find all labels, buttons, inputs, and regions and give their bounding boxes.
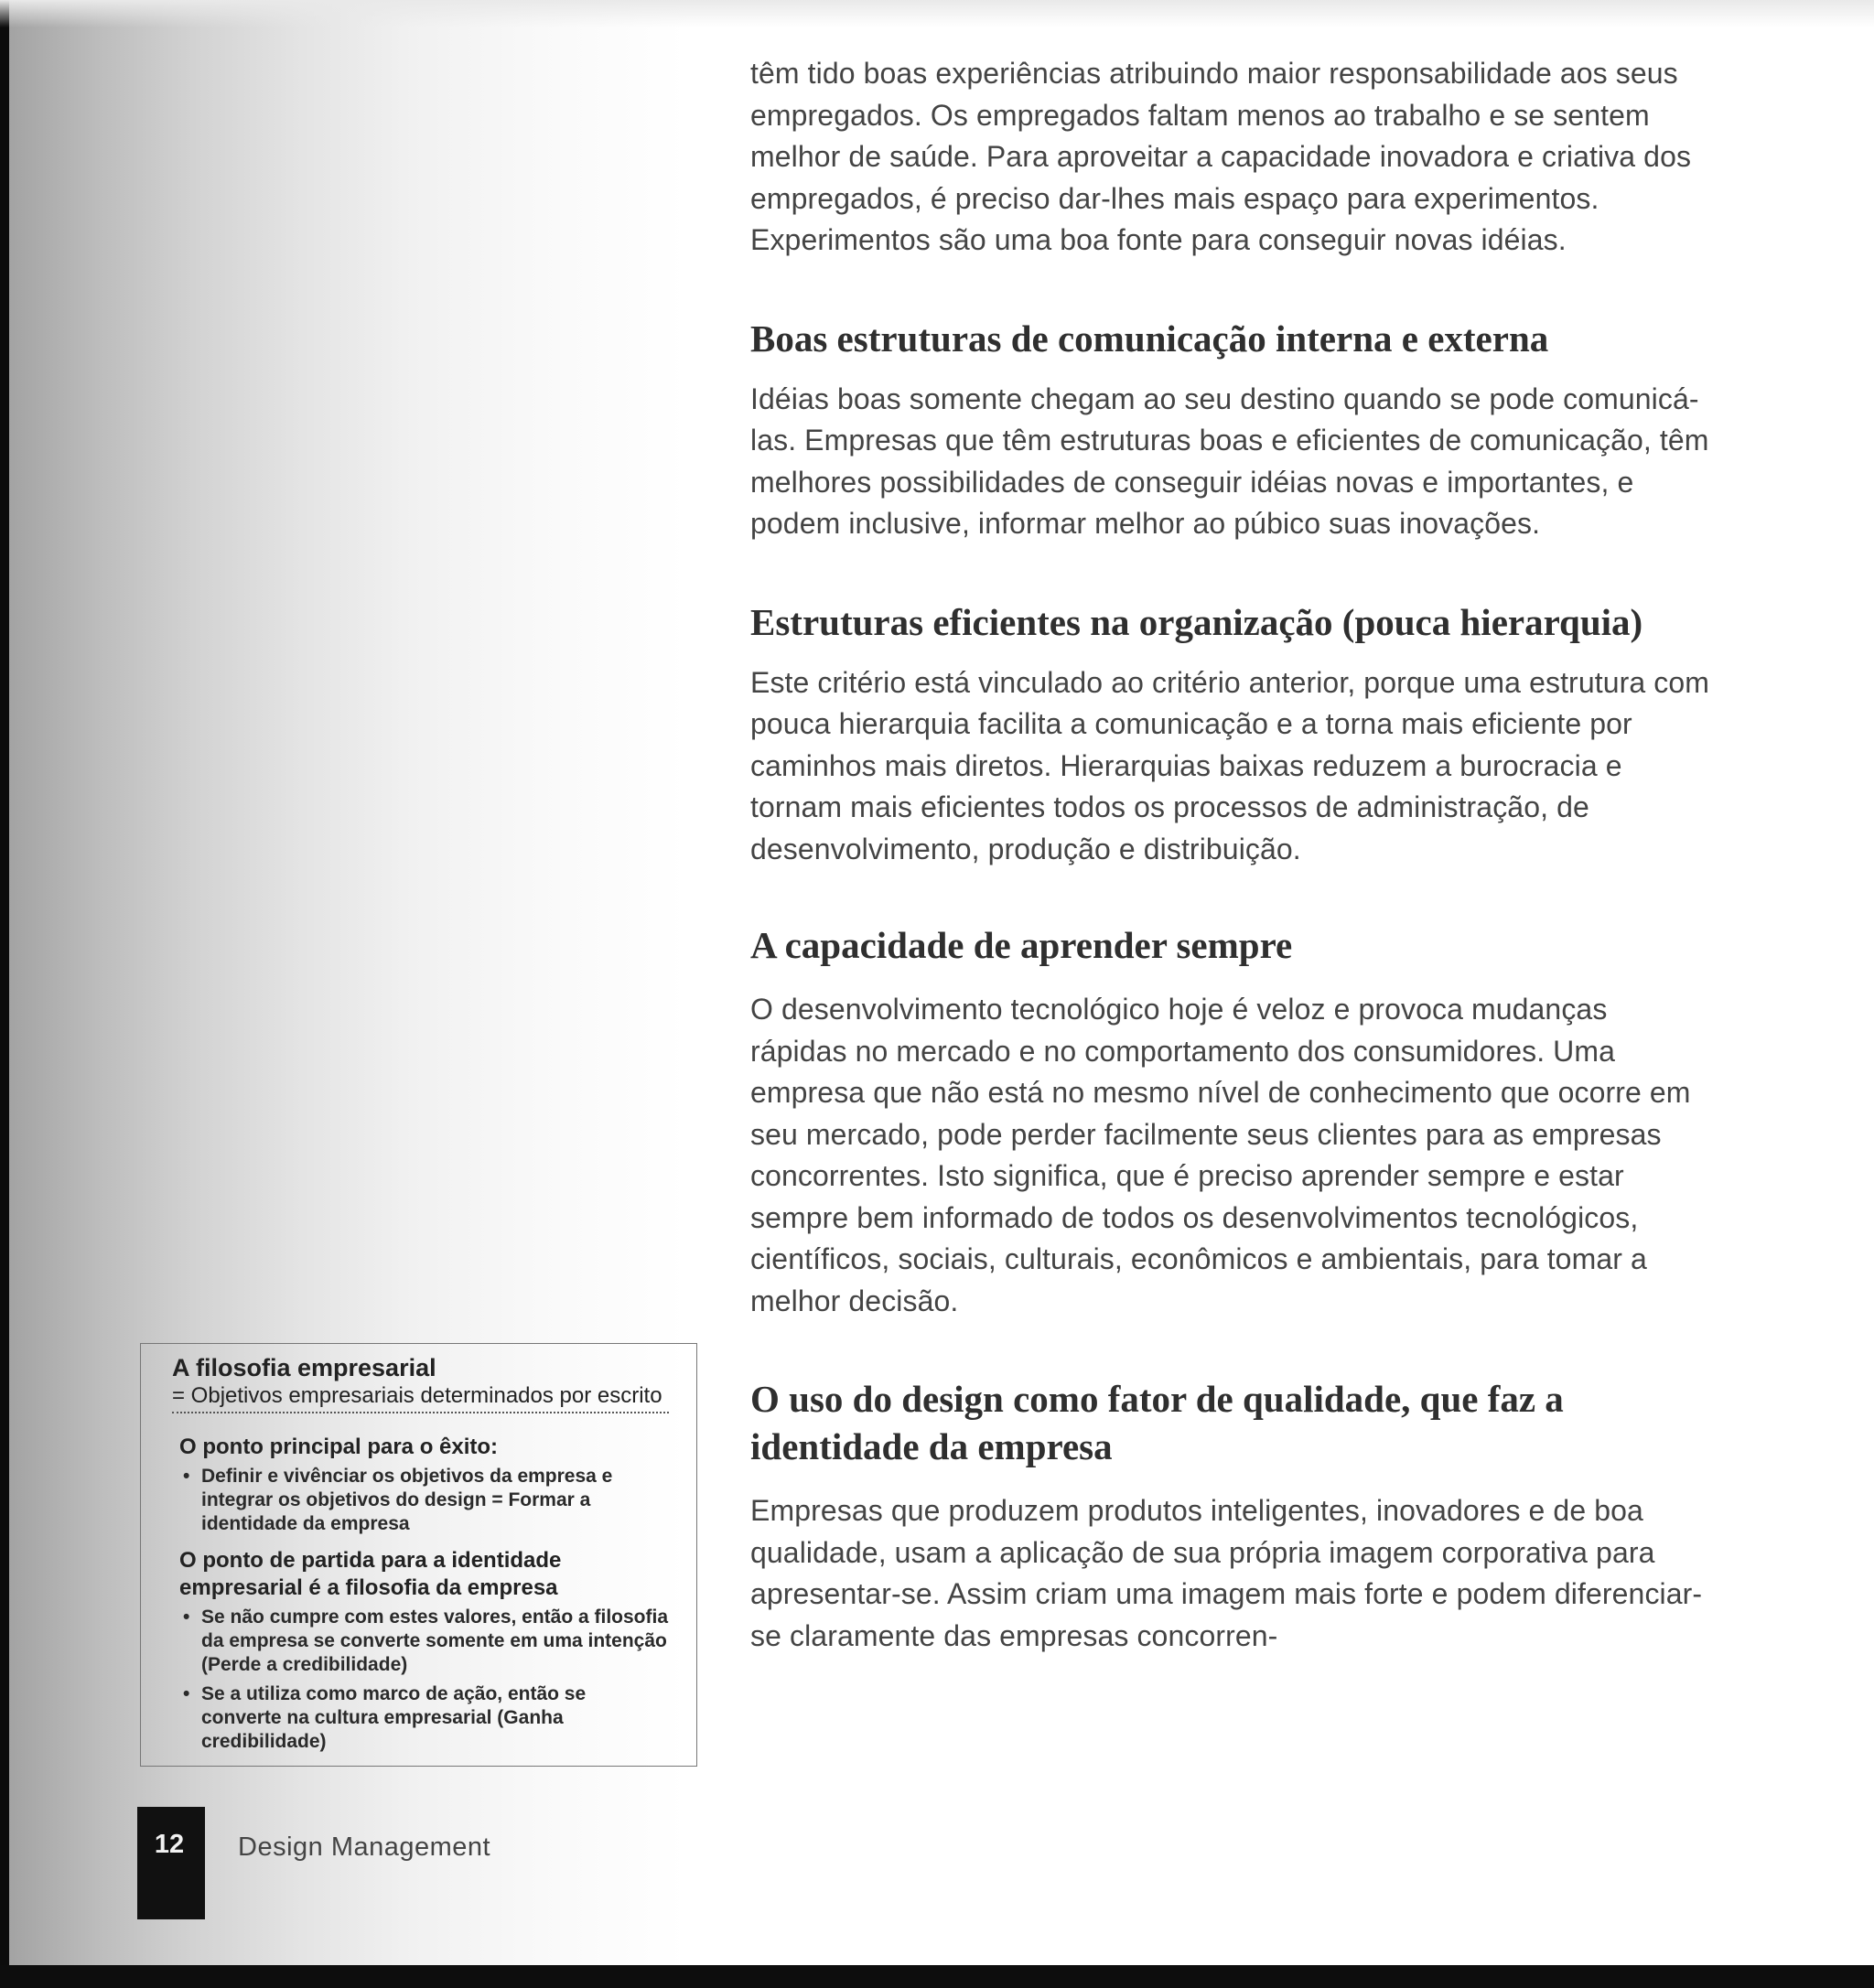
sidebar-box-list bbox=[179, 1465, 669, 1536]
sidebar-box-heading: O ponto principal para o êxito: bbox=[179, 1435, 499, 1459]
intro-paragraph: têm tido boas experiências atribuindo maior responsabilidade aos seus empregados. Os empregados faltam menos ao trabalho e se sentem melhor de saúde. Para aproveitar a capacidade inovadora e criativa dos empregados, é preciso dar-lhes mais espaço para experimentos. Experimentos são uma boa fonte para conseguir novas idéias. bbox=[750, 57, 1692, 256]
section-heading: A capacidade de aprender sempre bbox=[750, 924, 1293, 966]
sidebar-box-list bbox=[179, 1606, 669, 1754]
sidebar-box-title: A filosofia empresarial bbox=[172, 1354, 436, 1381]
sidebar-box-heading: O ponto de partida para a identidade empresarial é a filosofia da empresa bbox=[179, 1548, 562, 1600]
sidebar-box-list-item: • Definir e vivênciar os objetivos da empresa e integrar os objetivos do design = Formar a identidade da empresa bbox=[179, 1465, 669, 1536]
sidebar-box-subtitle: = Objetivos empresariais determinados por escrito bbox=[172, 1382, 669, 1413]
sidebar-box bbox=[140, 1343, 697, 1767]
page-top-shadow bbox=[0, 0, 1874, 27]
page-binding-edge bbox=[0, 0, 9, 1967]
section-heading: O uso do design como fator de qualidade, que faz a identidade da empresa bbox=[750, 1378, 1564, 1467]
running-title: Design Management bbox=[238, 1832, 491, 1862]
section-paragraph: O desenvolvimento tecnológico hoje é veloz e provoca mudanças rápidas no mercado e no comportamento dos consumidores. Uma empresa que não está no mesmo nível de conhecimento que ocorre em seu mercado, pode perder facilmente seus clientes para as empresas concorrentes. Isto significa, que é preciso aprender sempre e estar sempre bem informado de todos os desenvolvimentos tecnológicos, científicos, sociais, culturais, econômicos e ambientais, para tomar a melhor decisão. bbox=[750, 993, 1691, 1317]
section-paragraph: Empresas que produzem produtos inteligentes, inovadores e de boa qualidade, usam a aplicação de sua própria imagem corporativa para apresentar-se. Assim criam uma imagem mais forte e podem diferenciar-se claramente das empresas concorren- bbox=[750, 1494, 1703, 1652]
section-heading: Boas estruturas de comunicação interna e externa bbox=[750, 317, 1549, 360]
page-number: 12 bbox=[154, 1830, 185, 1859]
section-paragraph: Este critério está vinculado ao critério anterior, porque uma estrutura com pouca hierarquia facilita a comunicação e a torna mais eficiente por caminhos mais diretos. Hierarquias baixas reduzem a burocracia e tornam mais eficientes todos os processos de administração, de desenvolvimento, produção e distribuição. bbox=[750, 665, 1709, 865]
main-text-column bbox=[750, 53, 1711, 1657]
page-bottom-edge bbox=[0, 1965, 1874, 1988]
page-number-tab bbox=[137, 1807, 205, 1919]
sidebar-box-list-item: • Se não cumpre com estes valores, então a filosofia da empresa se converte somente em uma intenção (Perde a credibilidade) bbox=[179, 1606, 669, 1677]
section-paragraph: Idéias boas somente chegam ao seu destino quando se pode comunicá-las. Empresas que têm estruturas boas e eficientes de comunicação, têm melhores possibilidades de conseguir idéias novas e importantes, e podem inclusive, informar melhor ao púbico suas inovações. bbox=[750, 381, 1709, 540]
sidebar-box-list-item: • Se a utiliza como marco de ação, então se converte na cultura empresarial (Ganha credibilidade) bbox=[179, 1682, 669, 1754]
section-heading: Estruturas eficientes na organização (pouca hierarquia) bbox=[750, 600, 1643, 643]
